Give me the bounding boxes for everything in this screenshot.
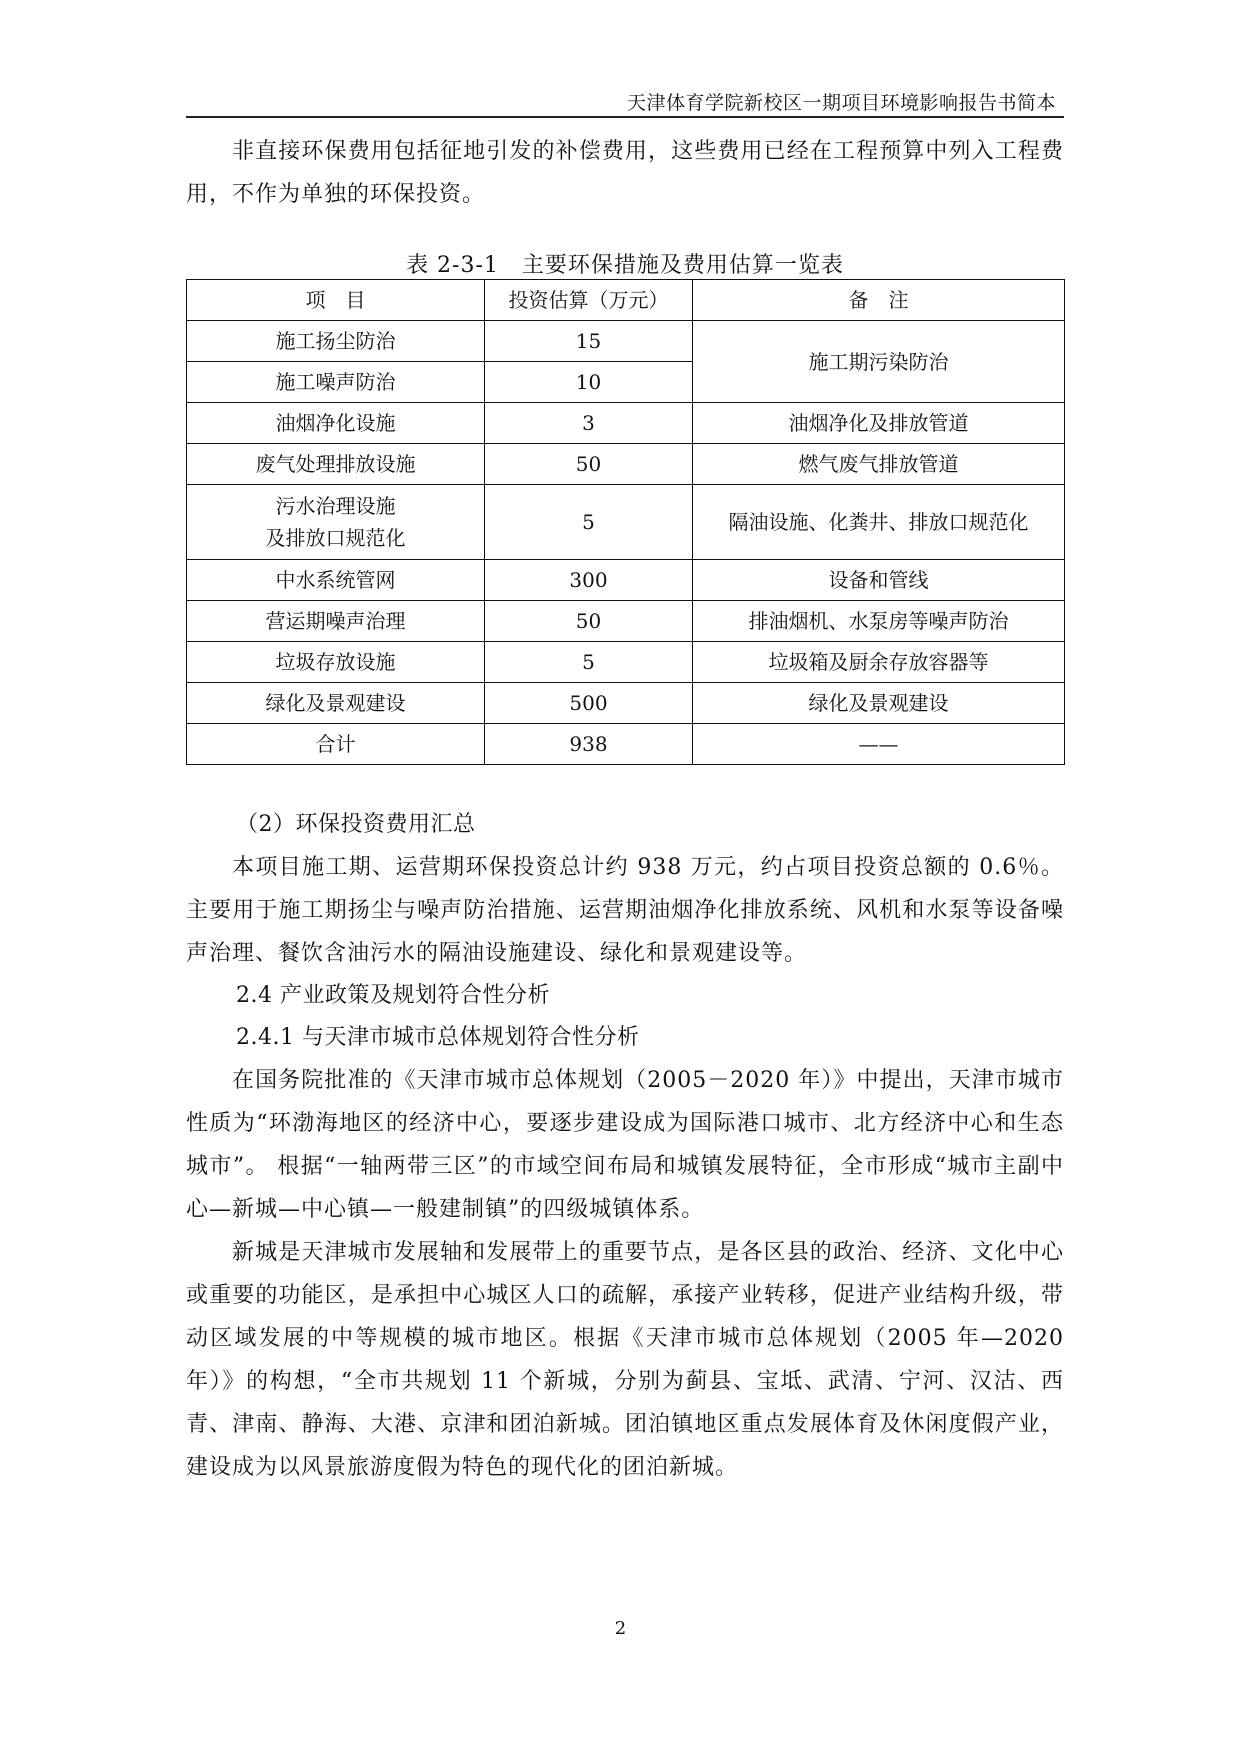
section-2-4-1-heading: 2.4.1 与天津市城市总体规划符合性分析 <box>236 1025 640 1050</box>
cell-cost: 5 <box>485 642 693 683</box>
intro-paragraph: 非直接环保费用包括征地引发的补偿费用，这些费用已经在工程预算中列入工程费用，不作为单独的环保投资。 <box>186 139 1064 207</box>
page-number: 2 <box>614 1618 627 1639</box>
cell-item-line2: 及排放口规范化 <box>265 526 406 550</box>
cell-cost: 10 <box>485 362 693 403</box>
body-block <box>186 804 1064 1489</box>
cell-cost: 5 <box>485 485 693 560</box>
page-header <box>186 84 1064 118</box>
cell-note: 垃圾箱及厨余存放容器等 <box>693 642 1065 683</box>
header-title: 天津体育学院新校区一期项目环境影响报告书简本 <box>626 92 1056 114</box>
summary-paragraph: 本项目施工期、运营期环保投资总计约 938 万元，约占项目投资总额的 0.6％。主要用于施工期扬尘与噪声防治措施、运营期油烟净化排放系统、风机和水泵等设备噪声治理、餐饮含油污水的隔油设施建设、绿化和景观建设等。 <box>186 855 1064 966</box>
cell-note: 排油烟机、水泵房等噪声防治 <box>693 601 1065 642</box>
cell-cost: 300 <box>485 560 693 601</box>
table-row <box>187 601 1065 642</box>
cell-cost: 3 <box>485 403 693 444</box>
table-row <box>187 444 1065 485</box>
table-row <box>187 560 1065 601</box>
table-row <box>187 403 1065 444</box>
cell-item: 油烟净化设施 <box>187 403 485 444</box>
cell-note: —— <box>693 724 1065 765</box>
planning-paragraph-1: 在国务院批准的《天津市城市总体规划（2005－2020 年）》中提出，天津市城市性质为“环渤海地区的经济中心，要逐步建设成为国际港口城市、北方经济中心和生态城市”。 根据“一轴两带三区”的市域空间布局和城镇发展特征，全市形成“城市主副中心—新城—中心镇—一般建制镇”的四级城镇体系。 <box>186 1068 1064 1222</box>
table-header-row <box>187 280 1065 321</box>
header-item: 项 目 <box>187 280 485 321</box>
header-note: 备 注 <box>693 280 1065 321</box>
header-cost: 投资估算（万元） <box>485 280 693 321</box>
cell-note: 油烟净化及排放管道 <box>693 403 1065 444</box>
table-total-row <box>187 724 1065 765</box>
cell-note: 施工期污染防治 <box>693 321 1065 403</box>
cell-cost: 50 <box>485 444 693 485</box>
cell-item: 施工噪声防治 <box>187 362 485 403</box>
cell-item: 中水系统管网 <box>187 560 485 601</box>
cell-cost: 938 <box>485 724 693 765</box>
cell-item: 绿化及景观建设 <box>187 683 485 724</box>
cell-item: 营运期噪声治理 <box>187 601 485 642</box>
cell-cost: 50 <box>485 601 693 642</box>
cell-note: 燃气废气排放管道 <box>693 444 1065 485</box>
table-row <box>187 321 1065 362</box>
table-row <box>187 683 1065 724</box>
summary-heading: （2）环保投资费用汇总 <box>236 812 476 837</box>
cell-note: 绿化及景观建设 <box>693 683 1065 724</box>
table-caption: 表 2-3-1 主要环保措施及费用估算一览表 <box>406 253 844 278</box>
table-row <box>187 642 1065 683</box>
cell-item: 合计 <box>187 724 485 765</box>
cell-note: 设备和管线 <box>693 560 1065 601</box>
cell-item <box>187 485 485 560</box>
planning-paragraph-2: 新城是天津城市发展轴和发展带上的重要节点，是各区县的政治、经济、文化中心或重要的功能区，是承担中心城区人口的疏解，承接产业转移，促进产业结构升级，带动区域发展的中等规模的城市地区。根据《天津市城市总体规划（2005 年—2020 年）》的构想，“全市共规划 11 个新城，分别为蓟县、宝坻、武清、宁河、汉沽、西青、津南、静海、大港、京津和团泊新城。团泊镇地区重点发展体育及休闲度假产业，建设成为以风景旅游度假为特色的现代化的团泊新城。 <box>186 1240 1064 1480</box>
investment-table <box>186 279 1065 765</box>
cell-item-line1: 污水治理设施 <box>275 494 396 518</box>
section-2-4-heading: 2.4 产业政策及规划符合性分析 <box>236 983 550 1008</box>
cell-item: 废气处理排放设施 <box>187 444 485 485</box>
cell-item: 施工扬尘防治 <box>187 321 485 362</box>
cell-cost: 15 <box>485 321 693 362</box>
cell-cost: 500 <box>485 683 693 724</box>
intro-block <box>186 130 1064 216</box>
table-row <box>187 485 1065 560</box>
cell-item: 垃圾存放设施 <box>187 642 485 683</box>
cell-note: 隔油设施、化粪井、排放口规范化 <box>693 485 1065 560</box>
